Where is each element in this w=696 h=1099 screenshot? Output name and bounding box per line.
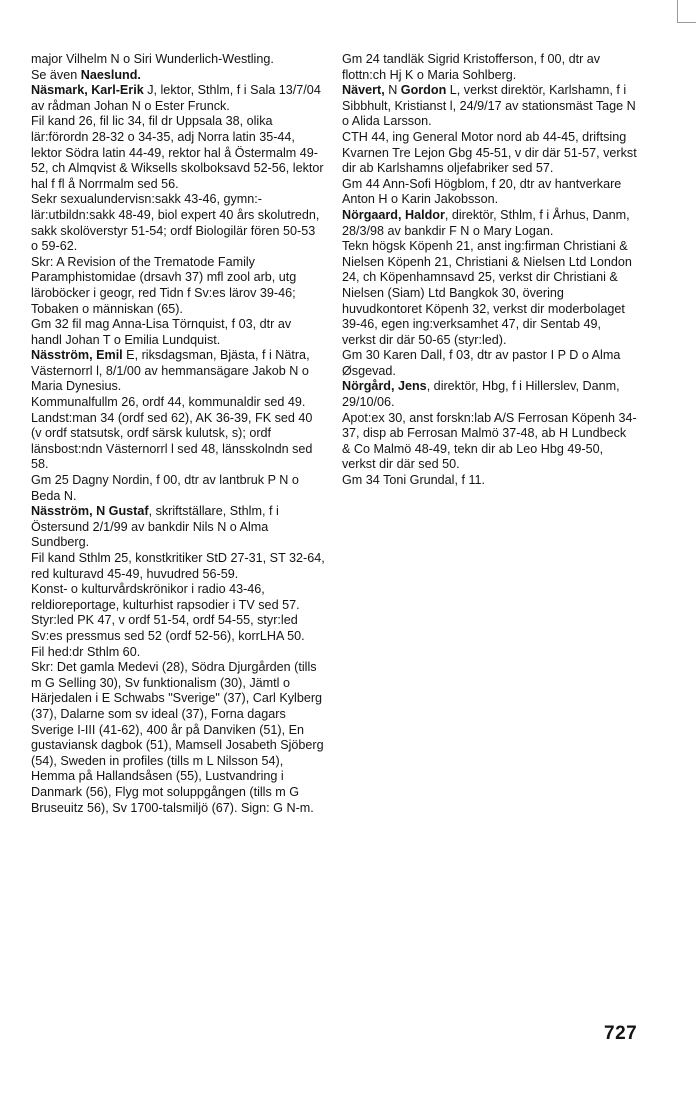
entry-text: Gm 24 tandläk Sigrid Kristofferson, f 00, dtr av flottn:ch Hj K o Maria Sohlberg. — [342, 52, 601, 82]
entry-heading: Nävert, N Gordon L, verkst direktör, Karlshamn, f i Sibbhult, Kristianst l, 24/9/17 av stationsmäst Tage N o Alida Larsson. — [342, 83, 636, 129]
page-corner-mark — [677, 0, 696, 23]
entry-text: Se även Naeslund. — [31, 67, 141, 82]
entry-text: Fil hed:dr Sthlm 60. — [31, 644, 141, 659]
entry-text: major Vilhelm N o Siri Wunderlich-Westling. — [31, 52, 274, 66]
entry-text: Gm 34 Toni Grundal, f 11. — [342, 473, 486, 488]
entry-text: Konst- o kulturvårdskrönikor i radio 43-46, reldioreportage, kulturhist rapsodier i TV sed 57. — [31, 582, 300, 612]
entry-heading: Näsmark, Karl-Erik J, lektor, Sthlm, f i Sala 13/7/04 av rådman Johan N o Ester Frunck. — [31, 83, 321, 113]
entry-text: Gm 30 Karen Dall, f 03, dtr av pastor I P D o Alma Øsgevad. — [342, 348, 621, 378]
entry-text: CTH 44, ing General Motor nord ab 44-45, driftsing Kvarnen Tre Lejon Gbg 45-51, v dir där 51-57, verkst dir ab Karlshamns oljefabriker sed 57. — [342, 129, 637, 176]
entry-text: Sekr sexualundervisn:sakk 43-46, gymn:-lär:utbildn:sakk 48-49, biol expert 40 års skolutredn, sakk skolöverstyr 51-54; ordf Biologilär fören 50-53 o 59-62. — [31, 192, 320, 254]
entry-heading: Näsström, Emil E, riksdagsman, Bjästa, f i Nätra, Västernorrl l, 8/1/00 av hemmansägare Jakob N o Maria Dynesius. — [31, 348, 310, 394]
entry-text: Fil kand 26, fil lic 34, fil dr Uppsala 38, olika lär:förordn 28-32 o 34-35, adj Norra latin 35-44, lektor Södra latin 44-49, rektor hal å Östermalm 49-52, ch Almqvist & Wiksells skolboksavd 52-56, lektor hal f fl å Norrmalm sed 56. — [31, 114, 324, 191]
entry-text: Skr: Det gamla Medevi (28), Södra Djurgården (tills m G Selling 30), Sv funktionalism (30), Jämtl o Härjedalen i E Schwabs "Sverige" (37), Carl Kylberg (37), Dalarne som sv ideal (37), Forna dagars Sverige I-III (41-62), 400 år på Danviken (51), En gustaviansk dagbok (51), Mamsell Josabeth Sjöberg (54), Sweden in profiles (tills m L Nilsson 54), Hemma på Hallandsåsen (55), Lustvandring i Danmark (56), Flyg mot soluppgången (tills m G Bruseuitz 56), Sv 1700-talsmiljö (67). Sign: G N-m. — [31, 660, 324, 815]
entry-text: Fil kand Sthlm 25, konstkritiker StD 27-31, ST 32-64, red kulturavd 45-49, huvudred 56-59. — [31, 551, 325, 581]
entry-heading: Näsström, N Gustaf, skriftställare, Sthlm, f i Östersund 2/1/99 av bankdir Nils N o Alma Sundberg. — [31, 504, 279, 550]
left-column — [31, 52, 325, 816]
entry-text: Gm 32 fil mag Anna-Lisa Törnquist, f 03, dtr av handl Johan T o Emilia Lundquist. — [31, 317, 292, 347]
entry-text: Gm 25 Dagny Nordin, f 00, dtr av lantbruk P N o Beda N. — [31, 473, 299, 503]
entry-heading: Nörgaard, Haldor, direktör, Sthlm, f i Århus, Danm, 28/3/98 av bankdir F N o Mary Logan. — [342, 207, 630, 238]
entry-text: Skr: A Revision of the Trematode Family Paramphistomidae (drsavh 37) mfl zool arb, utg läroböcker i geogr, red Tidn f Sv:es lärov 39-46; Tobaken o människan (65). — [31, 254, 297, 316]
right-column — [342, 52, 638, 489]
entry-text: Tekn högsk Köpenh 21, anst ing:firman Christiani & Nielsen Köpenh 21, Christiani & Nielsen Ltd London 24, ch Köpenhamnsavd 25, verkst dir Christiani & Nielsen (Siam) Ltd Bangkok 30, övering huvudkontoret Köpenh 32, verkst dir moderbolaget 39-46, egen ing:verksamhet 47, dir Sentab 49, verkst dir där 50-65 (styr:led). — [342, 239, 632, 347]
entry-text: Landst:man 34 (ordf sed 62), AK 36-39, FK sed 40 (v ordf statsutsk, ordf särsk kulutsk, s); ordf länsbost:ndn Västernorrl l sed 48, länsskolndn sed 58. — [31, 410, 313, 472]
entry-text: Kommunalfullm 26, ordf 44, kommunaldir sed 49. — [31, 395, 306, 410]
entry-text: Styr:led PK 47, v ordf 51-54, ordf 54-55, styr:led Sv:es pressmus sed 52 (ordf 52-56), korrLHA 50. — [31, 613, 305, 643]
page-number: 727 — [604, 1023, 638, 1044]
entry-text: Gm 44 Ann-Sofi Högblom, f 20, dtr av hantverkare Anton H o Karin Jakobsson. — [342, 176, 622, 207]
entry-heading: Nörgård, Jens, direktör, Hbg, f i Hillerslev, Danm, 29/10/06. — [342, 379, 620, 410]
entry-text: Apot:ex 30, anst forskn:lab A/S Ferrosan Köpenh 34-37, disp ab Ferrosan Malmö 37-48, ab H Lundbeck & Co Malmö 48-49, tekn dir ab Leo Hbg 49-50, verkst dir där sed 50. — [342, 410, 637, 472]
